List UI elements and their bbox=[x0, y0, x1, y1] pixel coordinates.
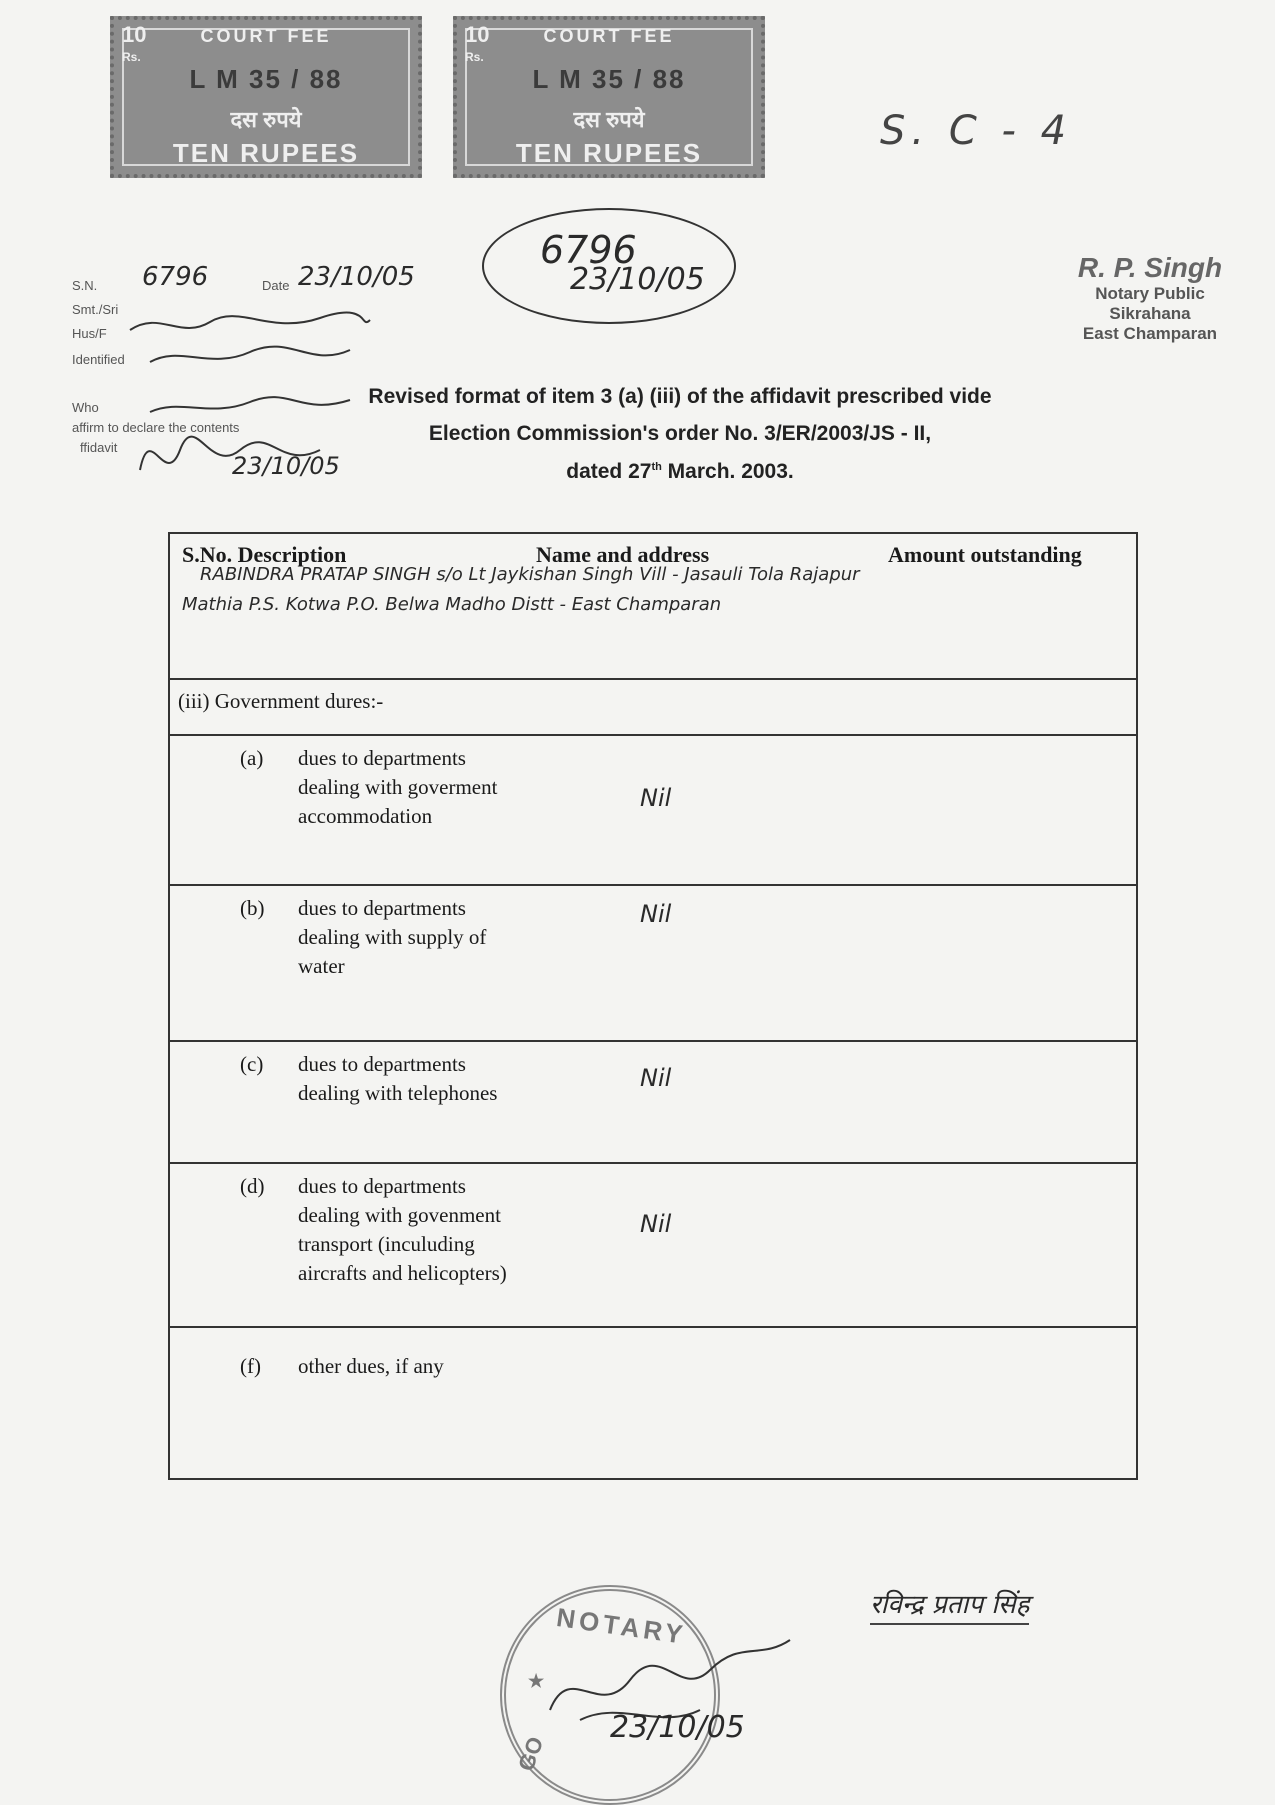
stamp-top-text: COURT FEE bbox=[200, 26, 332, 46]
notary-name: R. P. Singh bbox=[1077, 252, 1223, 283]
row-amount: Nil bbox=[640, 1064, 672, 1092]
register-hus-label: Hus/F bbox=[72, 326, 107, 341]
row-letter: (d) bbox=[240, 1174, 265, 1198]
margin-note: S. C - 4 bbox=[880, 108, 1073, 154]
col-sno-description: S.No. Description bbox=[182, 542, 347, 567]
stamp-hindi-text: दस रुपये bbox=[230, 107, 302, 132]
notary-district: East Champaran bbox=[1082, 324, 1218, 343]
section-heading: (iii) Government dures:- bbox=[178, 689, 384, 713]
heading-date-prefix: dated 27 bbox=[566, 460, 652, 483]
seal-date: 23/10/05 bbox=[610, 1710, 745, 1745]
circled-date: 23/10/05 bbox=[570, 262, 705, 297]
court-fee-stamp-1 bbox=[110, 16, 422, 178]
stamp-top-text: COURT FEE bbox=[543, 26, 675, 46]
row-description: other dues, if any bbox=[298, 1354, 444, 1378]
register-signature-date: 23/10/05 bbox=[232, 452, 340, 480]
row-description: dues to departments dealing with goverment accommodation bbox=[298, 746, 498, 828]
table-divider bbox=[170, 1326, 1136, 1328]
deponent-signature-hindi: रविन्द्र प्रताप सिंह bbox=[870, 1585, 1029, 1625]
stamp-hindi-text: दस रुपये bbox=[573, 107, 645, 132]
heading-date-suffix: th bbox=[651, 461, 662, 473]
table-divider bbox=[170, 734, 1136, 736]
stamp-rs: Rs. bbox=[122, 50, 141, 64]
register-sno-value: 6796 bbox=[142, 262, 209, 292]
heading-line-3 bbox=[300, 460, 1060, 484]
register-sno-label: S.N. bbox=[72, 278, 98, 293]
stamp-bottom-text: TEN RUPEES bbox=[515, 138, 703, 168]
seal-top-text: NOTARY bbox=[554, 1602, 689, 1650]
stamp-rs: Rs. bbox=[465, 50, 484, 64]
col-name-address: Name and address bbox=[536, 542, 710, 567]
table-divider bbox=[170, 678, 1136, 680]
table-divider bbox=[170, 884, 1136, 886]
row-letter: (a) bbox=[240, 746, 264, 770]
heading-date-rest: March. 2003. bbox=[661, 460, 794, 483]
court-fee-stamp-2 bbox=[453, 16, 765, 178]
register-date-label: Date bbox=[262, 278, 290, 293]
register-ident-label: Identified bbox=[72, 352, 125, 367]
register-affidavit-label: ffidavit bbox=[80, 440, 118, 455]
col-amount-outstanding: Amount outstanding bbox=[888, 542, 1082, 567]
candidate-details-line-1: RABINDRA PRATAP SINGH s/o Lt Jaykishan Singh Vill - Jasauli Tola Rajapur bbox=[200, 564, 860, 585]
stamp-overprint: L M 35 / 88 bbox=[532, 64, 686, 94]
notary-stamp bbox=[1060, 252, 1240, 344]
notary-place: Sikrahana bbox=[1109, 304, 1191, 323]
table-divider bbox=[170, 1040, 1136, 1042]
notary-title: Notary Public bbox=[1095, 284, 1205, 303]
row-letter: (f) bbox=[240, 1354, 261, 1378]
row-amount: Nil bbox=[640, 784, 672, 812]
dues-table bbox=[168, 532, 1138, 1480]
row-description: dues to departments dealing with telephones bbox=[298, 1052, 498, 1105]
stamp-overprint: L M 35 / 88 bbox=[189, 64, 343, 94]
stamp-denomination: 10 bbox=[122, 22, 147, 47]
register-affirm-label: affirm to declare the contents bbox=[72, 420, 240, 435]
register-date-value: 23/10/05 bbox=[298, 262, 415, 292]
row-amount: Nil bbox=[640, 1210, 672, 1238]
row-letter: (b) bbox=[240, 896, 265, 920]
row-letter: (c) bbox=[240, 1052, 264, 1076]
candidate-details-line-2: Mathia P.S. Kotwa P.O. Belwa Madho Distt - East Champaran bbox=[182, 594, 722, 615]
heading-line-1: Revised format of item 3 (a) (iii) of the affidavit prescribed vide bbox=[368, 385, 992, 408]
heading-line-2: Election Commission's order No. 3/ER/2003/JS - II, bbox=[428, 422, 932, 445]
row-description: dues to departments dealing with supply of water bbox=[298, 896, 487, 978]
stamp-bottom-text: TEN RUPEES bbox=[172, 138, 360, 168]
register-smt-label: Smt./Sri bbox=[72, 302, 119, 317]
register-who-label: Who bbox=[72, 400, 99, 415]
stamp-denomination: 10 bbox=[465, 22, 490, 47]
row-description: dues to departments dealing with govenment transport (inculuding aircrafts and helicopters) bbox=[298, 1174, 507, 1285]
seal-left-text: GO bbox=[513, 1733, 549, 1775]
table-divider bbox=[170, 1162, 1136, 1164]
row-amount: Nil bbox=[640, 900, 672, 928]
seal-star-icon: ★ bbox=[528, 1671, 545, 1691]
circled-number: 6796 bbox=[540, 228, 637, 272]
